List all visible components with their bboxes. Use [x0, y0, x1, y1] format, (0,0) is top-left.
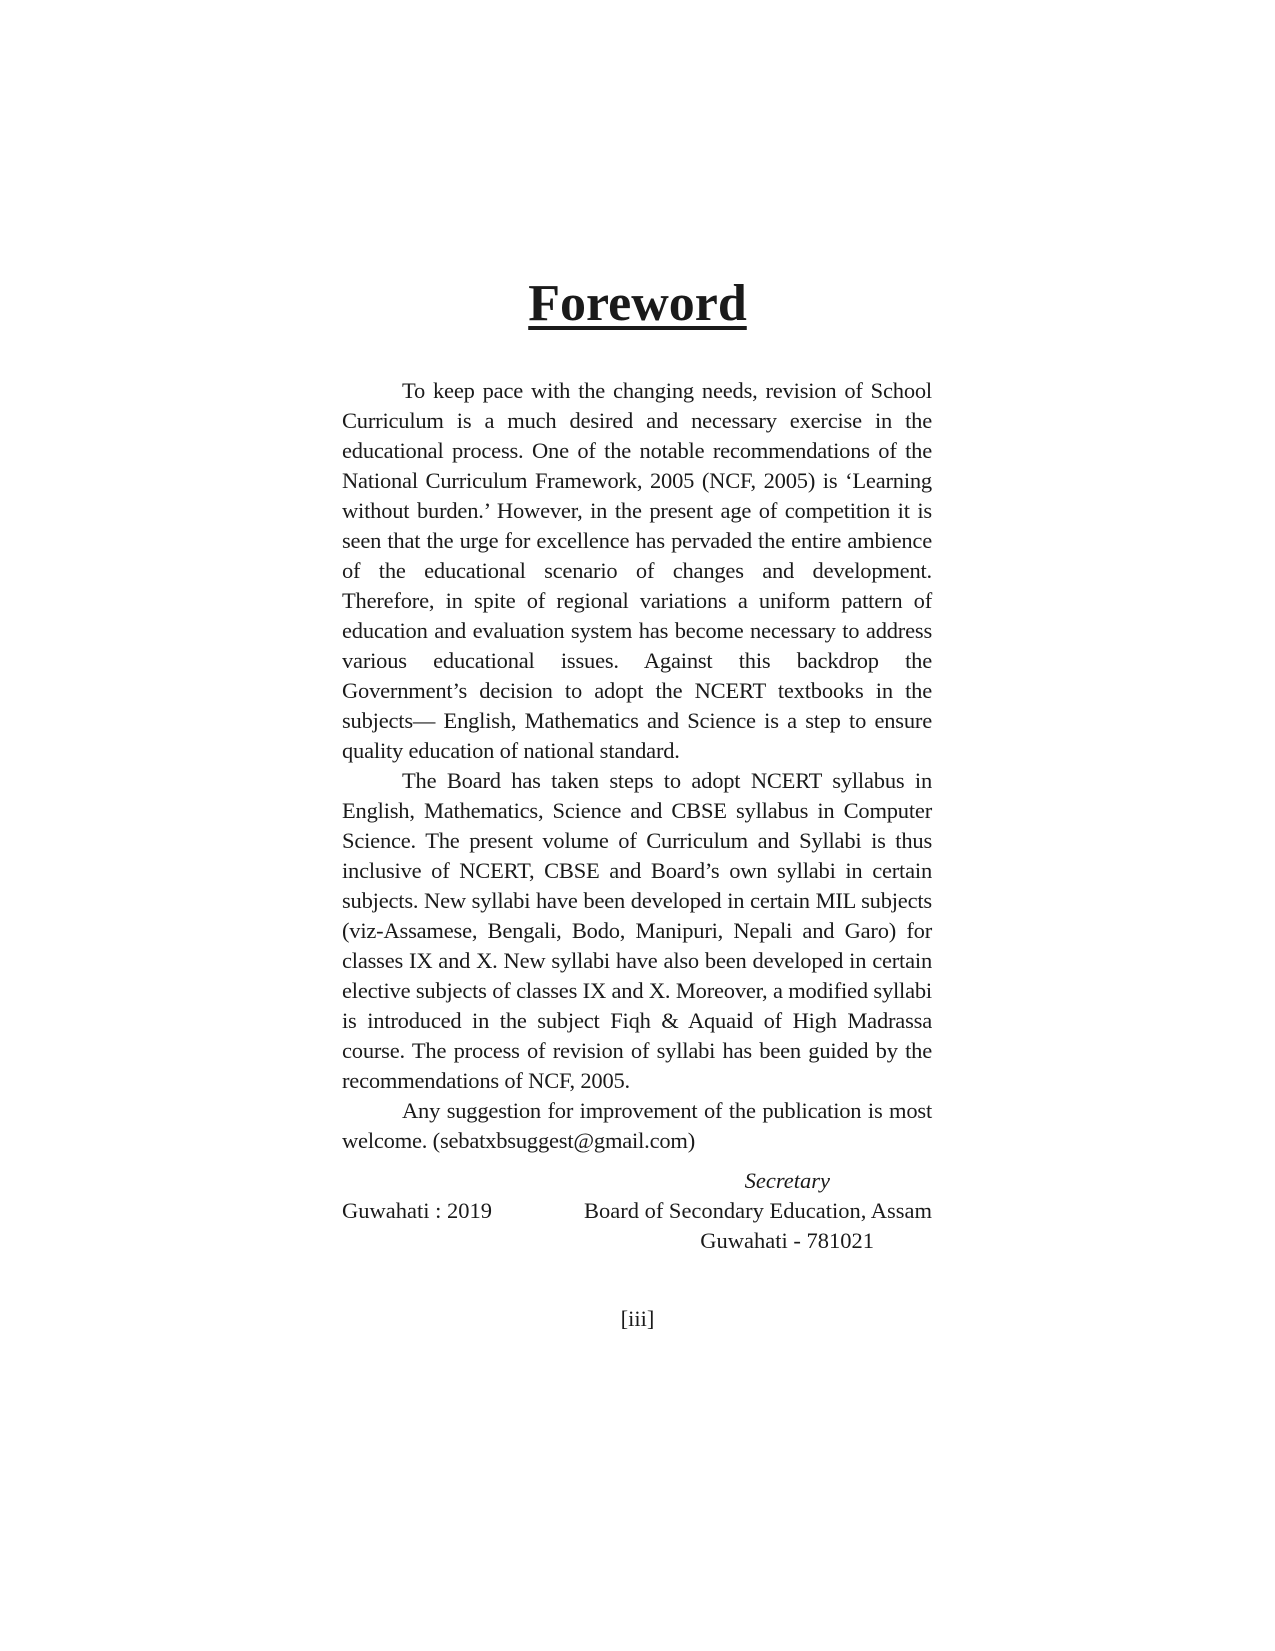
paragraph-3: Any suggestion for improvement of the publication is most welcome. (sebatxbsuggest@gmail.com)	[342, 1098, 932, 1153]
page-title-text: Foreword	[528, 275, 747, 332]
foreword-body	[342, 376, 932, 1156]
paragraph-1: To keep pace with the changing needs, revision of School Curriculum is a much desired and necessary exercise in the educational process. One of the notable recommendations of the National Curriculum Framework, 2005 (NCF, 2005) is ‘Learning without burden.’ However, in the present age of competition it is seen that the urge for excellence has pervaded the entire ambience of the educational scenario of changes and development. Therefore, in spite of regional variations a uniform pattern of education and evaluation system has become necessary to address various educational issues. Against this backdrop the Government’s decision to adopt the NCERT textbooks in the subjects— English, Mathematics and Science is a step to ensure quality education of national standard.	[342, 378, 932, 763]
signature-block	[342, 1166, 932, 1256]
signatory-designation: Secretary	[744, 1168, 830, 1193]
paragraph-2: The Board has taken steps to adopt NCERT syllabus in English, Mathematics, Science and CBSE syllabus in Computer Science. The present volume of Curriculum and Syllabi is thus inclusive of NCERT, CBSE and Board’s own syllabi in certain subjects. New syllabi have been developed in certain MIL subjects (viz-Assamese, Bengali, Bodo, Manipuri, Nepali and Garo) for classes IX and X. New syllabi have also been developed in certain elective subjects of classes IX and X. Moreover, a modified syllabi is introduced in the subject Fiqh & Aquaid of High Madrassa course. The process of revision of syllabi has been guided by the recommendations of NCF, 2005.	[342, 768, 932, 1093]
page-number: [iii]	[620, 1306, 655, 1331]
organization-address: Guwahati - 781021	[700, 1228, 874, 1253]
place-date: Guwahati : 2019	[342, 1198, 492, 1223]
organization-name: Board of Secondary Education, Assam	[583, 1198, 932, 1223]
page-title	[0, 275, 1275, 332]
